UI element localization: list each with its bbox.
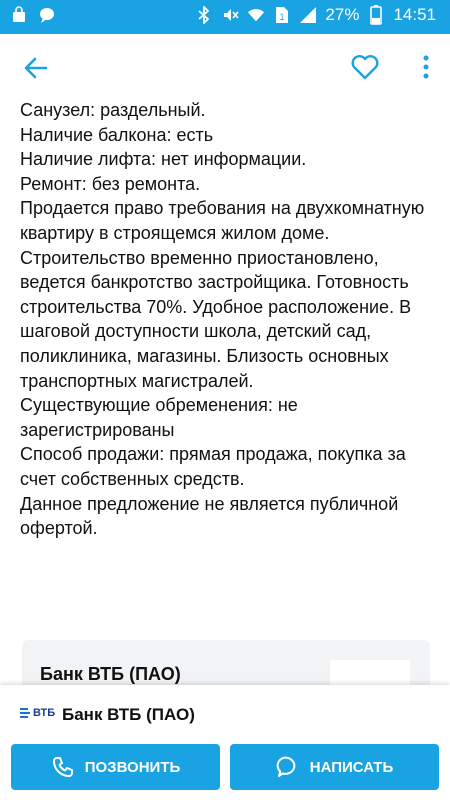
description-line: Данное предложение не является публичной офертой. (20, 493, 399, 539)
wifi-icon (247, 6, 265, 24)
description-line: Наличие балкона: есть (20, 124, 214, 145)
chat-icon (276, 755, 300, 779)
listing-description (20, 98, 440, 541)
seller-card-title: Банк ВТБ (ПАО) (40, 664, 181, 684)
call-button[interactable] (11, 744, 220, 790)
battery-icon (367, 6, 385, 24)
description-line: Ремонт: без ремонта. (20, 173, 201, 194)
phone-icon (51, 755, 75, 779)
sim-icon (273, 6, 291, 24)
bag-icon (10, 6, 28, 24)
vtb-logo-text: ВТБ (33, 707, 56, 719)
write-button-label: НАПИСАТЬ (309, 758, 394, 776)
clock: 14:51 (393, 5, 436, 24)
app-bar (0, 34, 450, 100)
battery-percent: 27% (325, 5, 360, 24)
write-button[interactable] (230, 744, 439, 790)
bank-name: Банк ВТБ (ПАО) (62, 705, 195, 724)
description-paragraph: Продается право требования на двухкомнатную квартиру в строящемся жилом доме. Строительство временно приостановлено, ведется банкротство застройщика. Готовность строительства 70%. Удобное расположение. В шаговой доступности школа, детский сад, поликлиника, магазины. Близость основных транспортных магистралей. (20, 198, 425, 391)
back-arrow-icon[interactable] (20, 52, 52, 84)
contact-bar (0, 685, 450, 800)
heart-icon[interactable] (350, 52, 380, 82)
chat-bubble-icon (38, 6, 56, 24)
svg-text:1: 1 (279, 12, 285, 22)
description-line: Наличие лифта: нет информации. (20, 149, 307, 170)
more-vertical-icon[interactable] (420, 52, 432, 82)
call-button-label: ПОЗВОНИТЬ (84, 758, 181, 776)
mute-icon (221, 6, 239, 24)
status-bar (0, 0, 450, 34)
signal-icon (299, 6, 317, 24)
description-line: Способ продажи: прямая продажа, покупка за счет собственных средств. (20, 444, 406, 489)
description-line: Санузел: раздельный. (20, 100, 206, 120)
vtb-logo (20, 707, 55, 719)
description-line: Существующие обременения: не зарегистрированы (20, 395, 298, 440)
bluetooth-icon (195, 6, 213, 24)
